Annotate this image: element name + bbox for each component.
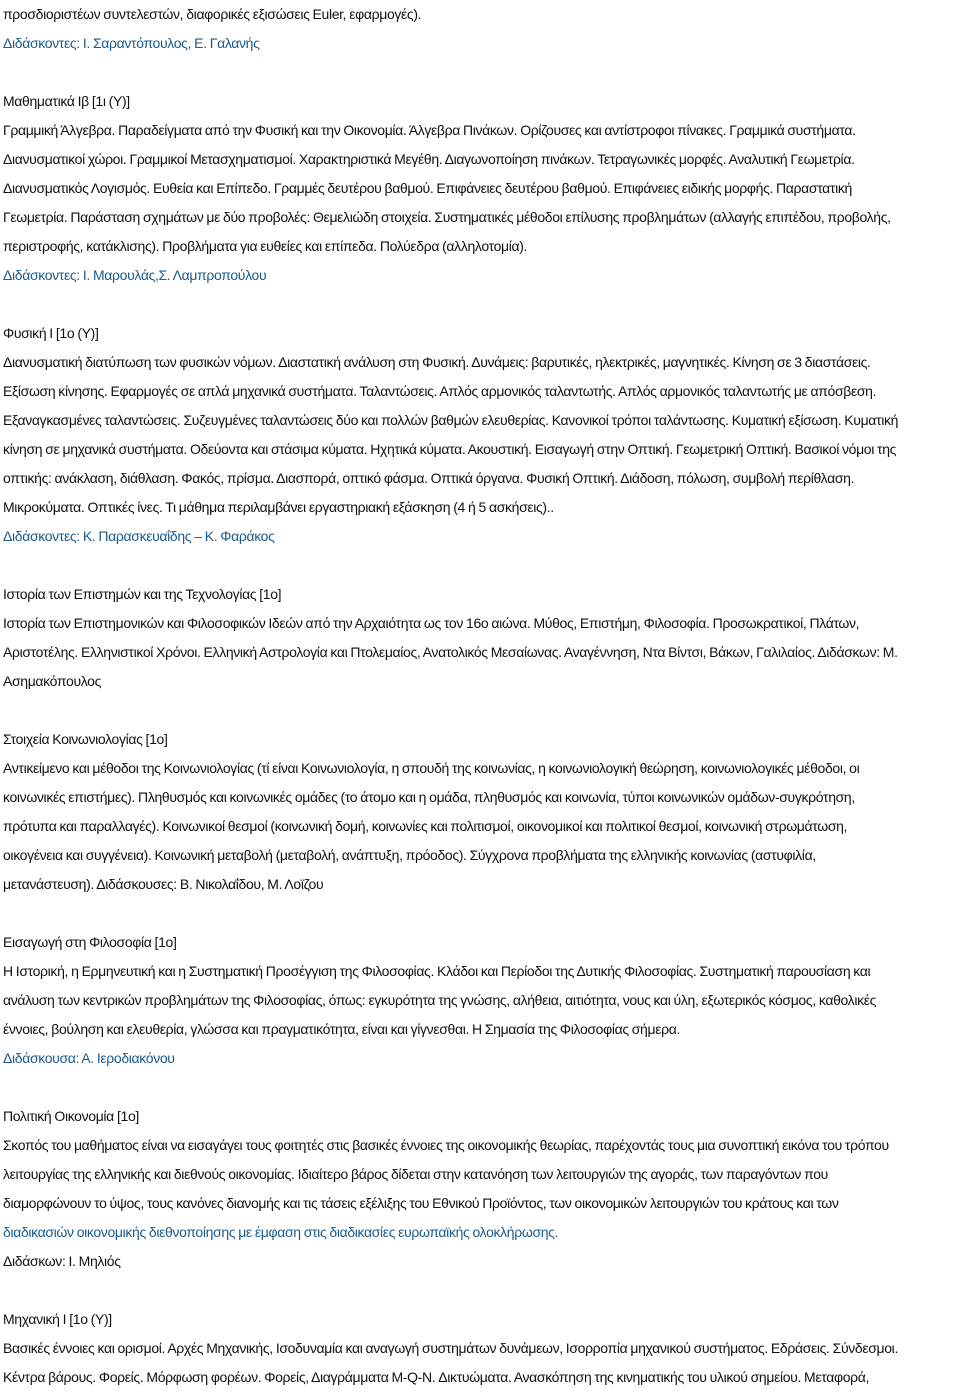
text-line: λειτουργίας της ελληνικής και διεθνούς οικονομίας. Ιδιαίτερο βάρος δίδεται στην κατανόηση των λειτουργιών της αγοράς, των παραγόντων που (3, 1166, 828, 1182)
text-line: Διανυσματικοί χώροι. Γραμμικοί Μετασχηματισμοί. Χαρακτηριστικά Μεγέθη. Διαγωνοποίηση πινάκων. Τετραγωνικές μορφές. Αναλυτική Γεωμετρία. (3, 151, 855, 167)
text-line: Μαθηματικά Ιβ [1ι (Υ)] (3, 93, 130, 109)
text-line: Μηχανική Ι [1ο (Υ)] (3, 1311, 112, 1327)
text-line: κοινωνικές επιστήμες). Πληθυσμός και κοινωνικές ομάδες (το άτομο και η ομάδα, πληθυσμός και κοινωνία, τύποι κοινωνικών ομάδων-συγκρότηση, (3, 789, 855, 805)
text-line: Ασημακόπουλος (3, 673, 102, 689)
instructor-line: Διδάσκοντες: Ι. Μαρουλάς,Σ. Λαμπροπούλου (3, 267, 267, 283)
text-line: Μικροκύματα. Οπτικές ίνες. Τι μάθημα περιλαμβάνει εργαστηριακή εξάσκηση (4 ή 5 ασκήσεις).. (3, 499, 554, 515)
text-line: Η Ιστορική, η Ερμηνευτική και η Συστηματική Προσέγγιση της Φιλοσοφίας. Κλάδοι και Περίοδοι της Δυτικής Φιλοσοφίας. Συστηματική παρουσίαση και (3, 963, 871, 979)
text-line: Γεωμετρία. Παράσταση σχημάτων με δύο προβολές: Θεμελιώδη στοιχεία. Συστηματικές μέθοδοι επίλυσης προβλημάτων (αλλαγής επιπέδου, προβολής, (3, 209, 891, 225)
blank-line (3, 899, 954, 928)
blank-line (3, 551, 954, 580)
text-line: έννοιες, βούληση και ελευθερία, γλώσσα και πραγματικότητα, είναι και γίγνεσθαι. Η Σημασία της Φιλοσοφίας σήμερα. (3, 1021, 681, 1037)
text-line: Στοιχεία Κοινωνιολογίας [1ο] (3, 731, 168, 747)
text-line: Πολιτική Οικονομία [1ο] (3, 1108, 139, 1124)
text-line: Αριστοτέλης. Ελληνιστικοί Χρόνοι. Ελληνική Αστρολογία και Πτολεμαίος, Ανατολικός Μεσαίωνας. Αναγέννηση, Ντα Βίντσι, Βάκων, Γαλιλαίος. Διδάσκων: Μ. (3, 644, 898, 660)
text-line: οπτικής: ανάκλαση, διάθλαση. Φακός, πρίσμα. Διασπορά, οπτικό φάσμα. Οπτικά όργανα. Φυσική Οπτική. Διάδοση, πόλωση, συμβολή περίθλαση. (3, 470, 855, 486)
text-line: Διδάσκων: Ι. Μηλιός (3, 1253, 121, 1269)
text-line: Γραμμική Άλγεβρα. Παραδείγματα από την Φυσική και την Οικονομία. Άλγεβρα Πινάκων. Ορίζουσες και αντίστροφοι πίνακες. Γραμμικά συστήματα. (3, 122, 856, 138)
text-line: Εισαγωγή στη Φιλοσοφία [1ο] (3, 934, 177, 950)
text-line: προσδιοριστέων συντελεστών, διαφορικές εξισώσεις Euler, εφαρμογές). (3, 6, 422, 22)
text-line: περιστροφής, κατάκλισης). Προβλήματα για ευθείες και επίπεδα. Πολύεδρα (αλληλοτομία). (3, 238, 528, 254)
instructor-line: διαδικασιών οικονομικής διεθνοποίησης με έμφαση στις διαδικασίες ευρωπαϊκής ολοκλήρωσης. (3, 1224, 559, 1240)
instructor-line: Διδάσκουσα: Α. Ιεροδιακόνου (3, 1050, 175, 1066)
blank-line (3, 290, 954, 319)
text-line: Σκοπός του μαθήματος είναι να εισαγάγει τους φοιτητές στις βασικές έννοιες της οικονομικής θεωρίας, παρέχοντάς τους μια συνοπτική εικόνα του τρόπου (3, 1137, 889, 1153)
text-line: οικογένεια και συγγένεια). Κοινωνική μεταβολή (μεταβολή, ανάπτυξη, πρόοδος). Σύγχρονα προβλήματα της ελληνικής κοινωνίας (αστυφιλία, (3, 847, 816, 863)
instructor-line: Διδάσκοντες: Κ. Παρασκευαΐδης – Κ. Φαράκος (3, 528, 275, 544)
blank-line (3, 696, 954, 725)
blank-line (3, 1276, 954, 1305)
text-line: κίνηση σε μηχανικά συστήματα. Οδεύοντα και στάσιμα κύματα. Ηχητικά κύματα. Ακουστική. Εισαγωγή στην Οπτική. Γεωμετρική Οπτική. Βασικοί νόμοι της (3, 441, 897, 457)
text-line: Κέντρα βάρους. Φορείς. Μόρφωση φορέων. Φορείς, Διαγράμματα Μ-Q-N. Δικτυώματα. Ανασκόπηση της κινηματικής του υλικού σημείου. Μεταφορά, (3, 1369, 870, 1385)
text-line: Αντικείμενο και μέθοδοι της Κοινωνιολογίας (τί είναι Κοινωνιολογία, η σπουδή της κοινωνίας, η κοινωνιολογική θεώρηση, κοινωνιολογικές μέθοδοι, οι (3, 760, 860, 776)
text-line: διαμορφώνουν το ύψος, τους κανόνες διανομής και τις τάσεις εξέλιξης του Εθνικού Προϊόντος, των οικονομικών λειτουργιών του κράτους και των (3, 1195, 839, 1211)
blank-line (3, 58, 954, 87)
text-line: Φυσική Ι [1ο (Υ)] (3, 325, 99, 341)
text-line: Διανυσματικός Λογισμός. Ευθεία και Επίπεδο. Γραμμές δευτέρου βαθμού. Επιφάνειες δευτέρου βαθμού. Επιφάνειες ειδικής μορφής. Παραστατική (3, 180, 852, 196)
text-line: Διανυσματική διατύπωση των φυσικών νόμων. Διαστατική ανάλυση στη Φυσική. Δυνάμεις: βαρυτικές, ηλεκτρικές, μαγνητικές. Κίνηση σε 3 διαστάσεις. (3, 354, 871, 370)
text-line: Ιστορία των Επιστημών και της Τεχνολογίας [1ο] (3, 586, 282, 602)
text-line: Εξαναγκασμένες ταλαντώσεις. Συζευγμένες ταλαντώσεις δύο και πολλών βαθμών ελευθερίας. Κανονικοί τρόποι ταλάντωσης. Κυματική εξίσωση. Κυματική (3, 412, 899, 428)
text-line: πρότυπα και παραλλαγές). Κοινωνικοί θεσμοί (κοινωνική δομή, κοινωνίες και πολιτισμοί, οικονομικοί και πολιτικοί θεσμοί, κοινωνική στρωμάτωση, (3, 818, 848, 834)
text-line: Ιστορία των Επιστημονικών και Φιλοσοφικών Ιδεών από την Αρχαιότητα ως τον 16ο αιώνα. Μύθος, Επιστήμη, Φιλοσοφία. Προσωκρατικοί, Πλάτων, (3, 615, 860, 631)
text-line: μετανάστευση). Διδάσκουσες: Β. Νικολαΐδου, Μ. Λοϊζου (3, 876, 324, 892)
text-line: Βασικές έννοιες και ορισμοί. Αρχές Μηχανικής, Ισοδυναμία και αναγωγή συστημάτων δυνάμεων, Ισορροπία μηχανικού συστήματος. Εδράσεις. Σύνδεσμοι. (3, 1340, 898, 1356)
text-line: ανάλυση των κεντρικών προβλημάτων της Φιλοσοφίας, όπως: εγκυρότητα της γνώσης, αλήθεια, αιτιότητα, νους και ύλη, εξωτερικός κόσμος, καθολικές (3, 992, 877, 1008)
blank-line (3, 1073, 954, 1102)
text-line: Εξίσωση κίνησης. Εφαρμογές σε απλά μηχανικά συστήματα. Ταλαντώσεις. Απλός αρμονικός ταλαντωτής. Απλός αρμονικός ταλαντωτής με απόσβεση. (3, 383, 877, 399)
instructor-line: Διδάσκοντες: Ι. Σαραντόπουλος, Ε. Γαλανής (3, 35, 260, 51)
